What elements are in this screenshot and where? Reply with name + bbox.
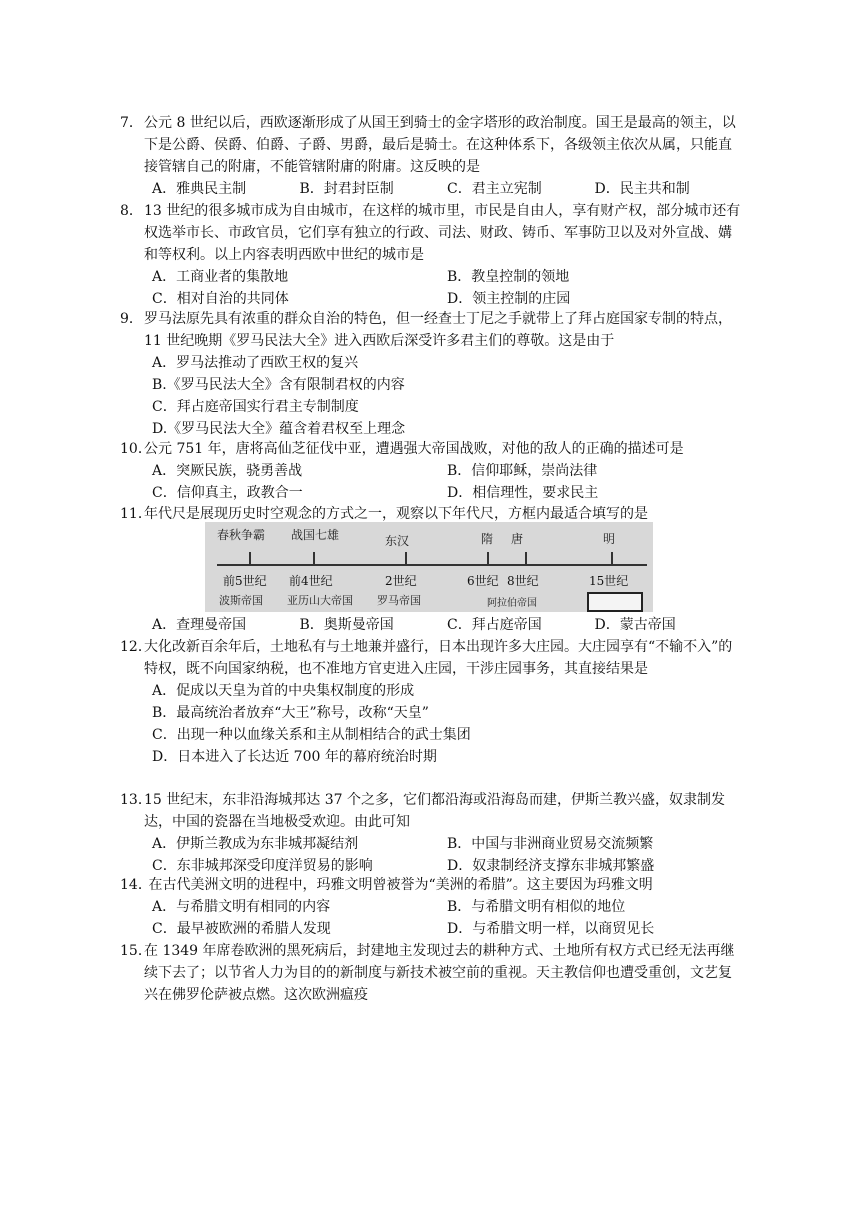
question-number: 9． bbox=[120, 311, 143, 327]
options bbox=[120, 614, 742, 636]
question-11-options bbox=[120, 614, 742, 636]
option-c[interactable]: C．信仰真主，政教合一 bbox=[152, 485, 303, 501]
timeline-axis bbox=[217, 564, 647, 566]
timeline-empire: 波斯帝国 bbox=[219, 594, 263, 607]
question-8 bbox=[120, 200, 742, 310]
option-d[interactable]: D．蒙古帝国 bbox=[594, 617, 676, 633]
option-c[interactable]: C．出现一种以血缘关系和主从制相结合的武士集团 bbox=[152, 727, 471, 743]
timeline-tick bbox=[487, 552, 489, 564]
option-d[interactable]: D．领主控制的庄园 bbox=[447, 291, 571, 307]
timeline-period: 东汉 bbox=[385, 534, 410, 548]
option-b[interactable]: B．信仰耶稣，崇尚法律 bbox=[447, 463, 598, 479]
timeline-date: 8世纪 bbox=[507, 574, 539, 588]
timeline-empire: 罗马帝国 bbox=[377, 594, 421, 607]
timeline-date: 前4世纪 bbox=[289, 574, 333, 588]
timeline-period: 明 bbox=[603, 532, 616, 546]
timeline-date: 6世纪 bbox=[467, 574, 499, 588]
option-b[interactable]: B．奥斯曼帝国 bbox=[299, 617, 394, 633]
question-15 bbox=[120, 940, 742, 1006]
option-a[interactable]: A．伊斯兰教成为东非城邦凝结剂 bbox=[152, 836, 359, 852]
question-stem: 9．罗马法原先具有浓重的群众自治的特色，但一经查士丁尼之手就带上了拜占庭国家专制的特点，11 世纪晚期《罗马民法大全》进入西欧后深受许多君主们的尊敬。这是由于 bbox=[120, 308, 742, 352]
question-stem: 15．在 1349 年席卷欧洲的黑死病后，封建地主发现过去的耕种方式、土地所有权方式已经无法再继续下去了；以节省人力为目的的新制度与新技术被空前的重视。天主教信仰也遭受重创，文艺复兴在佛罗伦萨被点燃。这次欧洲瘟疫 bbox=[120, 940, 742, 1006]
timeline-answer-box bbox=[587, 592, 643, 612]
option-a[interactable]: A．工商业者的集散地 bbox=[152, 269, 289, 285]
option-a[interactable]: A．查理曼帝国 bbox=[152, 617, 247, 633]
options bbox=[120, 833, 742, 877]
question-number: 13． bbox=[120, 792, 152, 808]
question-stem: 11．年代尺是展现历史时空观念的方式之一，观察以下年代尺，方框内最适合填写的是 bbox=[120, 503, 742, 525]
question-stem: 10．公元 751 年，唐将高仙芝征伐中亚，遭遇强大帝国战败，对他的敌人的正确的描述可是 bbox=[120, 438, 742, 460]
option-c[interactable]: C．拜占庭帝国 bbox=[447, 617, 542, 633]
option-c[interactable]: C．最早被欧洲的希腊人发现 bbox=[152, 921, 331, 937]
timeline-date: 15世纪 bbox=[589, 574, 629, 588]
options bbox=[120, 266, 742, 310]
options bbox=[120, 352, 742, 440]
option-c[interactable]: C．拜占庭帝国实行君主专制制度 bbox=[152, 399, 359, 415]
option-b[interactable]: B．最高统治者放弃“大王”称号，改称“天皇” bbox=[152, 705, 429, 721]
option-d[interactable]: D．日本进入了长达近 700 年的幕府统治时期 bbox=[152, 749, 437, 765]
question-7 bbox=[120, 112, 742, 200]
question-number: 12． bbox=[120, 639, 152, 655]
option-a[interactable]: A．促成以天皇为首的中央集权制度的形成 bbox=[152, 683, 415, 699]
option-d[interactable]: D．相信理性，要求民主 bbox=[447, 485, 599, 501]
question-number: 14． bbox=[120, 877, 152, 893]
timeline-tick bbox=[313, 552, 315, 564]
timeline-empire: 亚历山大帝国 bbox=[287, 594, 353, 607]
option-a[interactable]: A．雅典民主制 bbox=[152, 181, 247, 197]
question-stem: 8．13 世纪的很多城市成为自由城市，在这样的城市里，市民是自由人，享有财产权，部分城市还有权选举市长、市政官员，它们享有独立的行政、司法、财政、铸币、军事防卫以及对外宣战、媾和等权利。以上内容表明西欧中世纪的城市是 bbox=[120, 200, 742, 266]
option-d[interactable]: D．奴隶制经济支撑东非城邦繁盛 bbox=[447, 858, 655, 874]
timeline-tick bbox=[525, 552, 527, 564]
timeline-empire: 阿拉伯帝国 bbox=[487, 598, 537, 609]
options bbox=[120, 460, 742, 504]
timeline-date: 前5世纪 bbox=[223, 574, 267, 588]
question-number: 10． bbox=[120, 441, 152, 457]
option-d[interactable]: D.《罗马民法大全》蕴含着君权至上理念 bbox=[152, 421, 406, 437]
option-c[interactable]: C．东非城邦深受印度洋贸易的影响 bbox=[152, 858, 373, 874]
options bbox=[120, 178, 742, 200]
question-stem: 12．大化改新百余年后，土地私有与土地兼并盛行，日本出现许多大庄园。大庄园享有“不输不入”的特权，既不向国家纳税，也不准地方官吏进入庄园，干涉庄园事务，其直接结果是 bbox=[120, 636, 742, 680]
option-b[interactable]: B．中国与非洲商业贸易交流频繁 bbox=[447, 836, 654, 852]
option-b[interactable]: B．与希腊文明有相似的地位 bbox=[447, 899, 626, 915]
question-12 bbox=[120, 636, 742, 768]
timeline-period: 隋 bbox=[481, 532, 494, 546]
options bbox=[120, 896, 742, 940]
option-a[interactable]: A．罗马法推动了西欧王权的复兴 bbox=[152, 355, 359, 371]
question-9 bbox=[120, 308, 742, 440]
question-number: 8． bbox=[120, 203, 143, 219]
question-10 bbox=[120, 438, 742, 504]
timeline-tick bbox=[611, 552, 613, 564]
question-13 bbox=[120, 789, 742, 877]
question-14 bbox=[120, 874, 742, 940]
option-b[interactable]: B．封君封臣制 bbox=[299, 181, 394, 197]
options bbox=[120, 680, 742, 768]
timeline-period: 唐 bbox=[511, 532, 524, 546]
question-stem: 13．15 世纪末，东非沿海城邦达 37 个之多，它们都沿海或沿海岛而建，伊斯兰教兴盛，奴隶制发达，中国的瓷器在当地极受欢迎。由此可知 bbox=[120, 789, 742, 833]
question-number: 7． bbox=[120, 115, 143, 131]
option-d[interactable]: D．民主共和制 bbox=[594, 181, 690, 197]
question-number: 11． bbox=[120, 506, 152, 522]
question-number: 15． bbox=[120, 943, 152, 959]
timeline-period: 春秋争霸 bbox=[217, 528, 266, 542]
option-b[interactable]: B.《罗马民法大全》含有限制君权的内容 bbox=[152, 377, 405, 393]
timeline-figure bbox=[205, 522, 653, 612]
timeline-period: 战国七雄 bbox=[291, 528, 340, 542]
option-b[interactable]: B．教皇控制的领地 bbox=[447, 269, 570, 285]
question-stem: 14． 在古代美洲文明的进程中，玛雅文明曾被誉为“美洲的希腊”。这主要因为玛雅文明 bbox=[120, 874, 742, 896]
timeline-tick bbox=[249, 552, 251, 564]
option-c[interactable]: C．君主立宪制 bbox=[447, 181, 542, 197]
option-d[interactable]: D．与希腊文明一样，以商贸见长 bbox=[447, 921, 655, 937]
timeline-tick bbox=[405, 552, 407, 564]
option-a[interactable]: A．与希腊文明有相同的内容 bbox=[152, 899, 331, 915]
option-c[interactable]: C．相对自治的共同体 bbox=[152, 291, 289, 307]
option-a[interactable]: A．突厥民族，骁勇善战 bbox=[152, 463, 303, 479]
question-stem: 7．公元 8 世纪以后，西欧逐渐形成了从国王到骑士的金字塔形的政治制度。国王是最高的领主，以下是公爵、侯爵、伯爵、子爵、男爵，最后是骑士。在这种体系下，各级领主依次从属，只能直接管辖自己的附庸，不能管辖附庸的附庸。这反映的是 bbox=[120, 112, 742, 178]
timeline-date: 2世纪 bbox=[385, 574, 417, 588]
